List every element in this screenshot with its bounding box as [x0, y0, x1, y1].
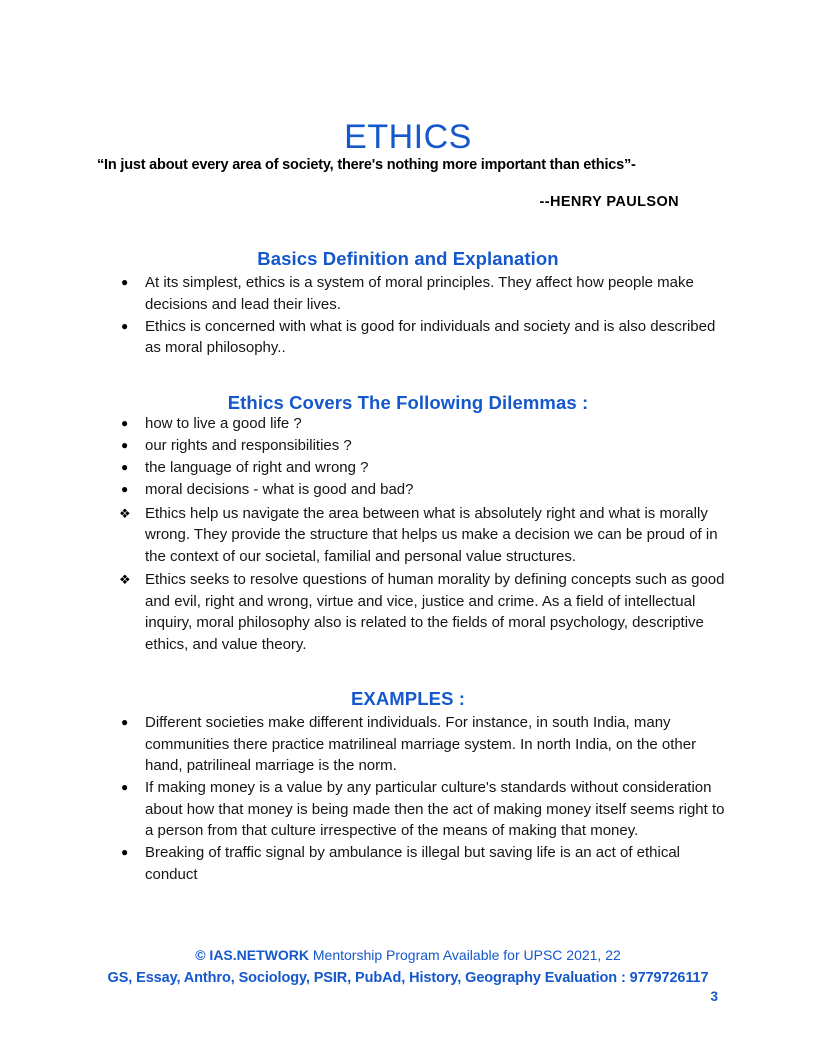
list-item [112, 842, 732, 885]
list-item-text: Ethics seeks to resolve questions of human morality by defining concepts such as good and evil, right and wrong, virtue and vice, justice and crime. As a field of intellectual inquiry, moral philosophy also is related to the fields of moral psychology, descriptive ethics, and value theory. [145, 571, 725, 653]
section-heading-examples: EXAMPLES : [350, 688, 466, 710]
list-item-text: If making money is a value by any particular culture's standards without consideration about how that money is being made then the act of making money itself seems right to a person from that culture irrespective of the means of making that money. [145, 779, 725, 839]
epigraph-quote: “In just about every area of society, there's nothing more important than ethics”- [97, 157, 636, 173]
list-item [112, 777, 732, 842]
bullet-disc-icon: ● [121, 416, 129, 430]
list-item-text: the language of right and wrong ? [145, 459, 369, 476]
list-item [112, 503, 732, 568]
list-item [112, 316, 732, 359]
list-item [112, 413, 732, 435]
bullet-disc-icon: ● [121, 780, 129, 794]
bullet-list-examples [112, 712, 732, 886]
bullet-disc-icon: ● [121, 715, 129, 729]
epigraph-attribution: --HENRY PAULSON [539, 194, 679, 210]
list-item-text: Breaking of traffic signal by ambulance is illegal but saving life is an act of ethical conduct [145, 844, 681, 883]
list-item [112, 435, 732, 457]
list-item [112, 569, 732, 655]
list-item-text: how to live a good life ? [145, 415, 302, 432]
footer-subjects-line: GS, Essay, Anthro, Sociology, PSIR, PubAd, History, Geography Evaluation : 9779726117 [107, 970, 709, 986]
footer-brand: © IAS.NETWORK [195, 947, 309, 963]
list-item [112, 457, 732, 479]
bullet-disc-icon: ● [121, 482, 129, 496]
list-item [112, 479, 732, 501]
page-number: 3 [710, 989, 718, 1004]
bullet-diamond-icon: ❖ [119, 505, 131, 521]
bullet-list-basics [112, 272, 732, 359]
list-item-text: At its simplest, ethics is a system of moral principles. They affect how people make decisions and lead their lives. [145, 274, 694, 313]
list-item-text: our rights and responsibilities ? [145, 437, 352, 454]
bullet-disc-icon: ● [121, 438, 129, 452]
bullet-disc-icon: ● [121, 275, 129, 289]
list-item-text: Different societies make different individuals. For instance, in south India, many communities there practice matrilineal marriage system. In north India, on the other hand, patrilineal marriage is the norm. [145, 714, 697, 774]
footer-copyright-line [0, 946, 816, 965]
bullet-disc-icon: ● [121, 318, 129, 333]
bullet-diamond-icon: ❖ [119, 572, 131, 587]
footer-program-text: Mentorship Program Available for UPSC 2021, 22 [308, 947, 621, 963]
list-item-text: Ethics help us navigate the area between what is absolutely right and what is morally wrong. They provide the structure that helps us make a decision we can be proud of in the context of our societal, familial and personal value structures. [145, 504, 718, 565]
bullet-list-dilemmas [112, 413, 732, 656]
list-item-text: moral decisions - what is good and bad? [145, 481, 414, 498]
bullet-disc-icon: ● [121, 845, 129, 859]
list-item [112, 272, 732, 315]
section-heading-basics: Basics Definition and Explanation [257, 248, 559, 270]
page-title: ETHICS [344, 117, 472, 156]
section-heading-dilemmas: Ethics Covers The Following Dilemmas : [227, 392, 589, 414]
bullet-disc-icon: ● [121, 460, 129, 474]
list-item [112, 712, 732, 777]
list-item-text: Ethics is concerned with what is good for individuals and society and is also described as moral philosophy.. [145, 317, 716, 356]
